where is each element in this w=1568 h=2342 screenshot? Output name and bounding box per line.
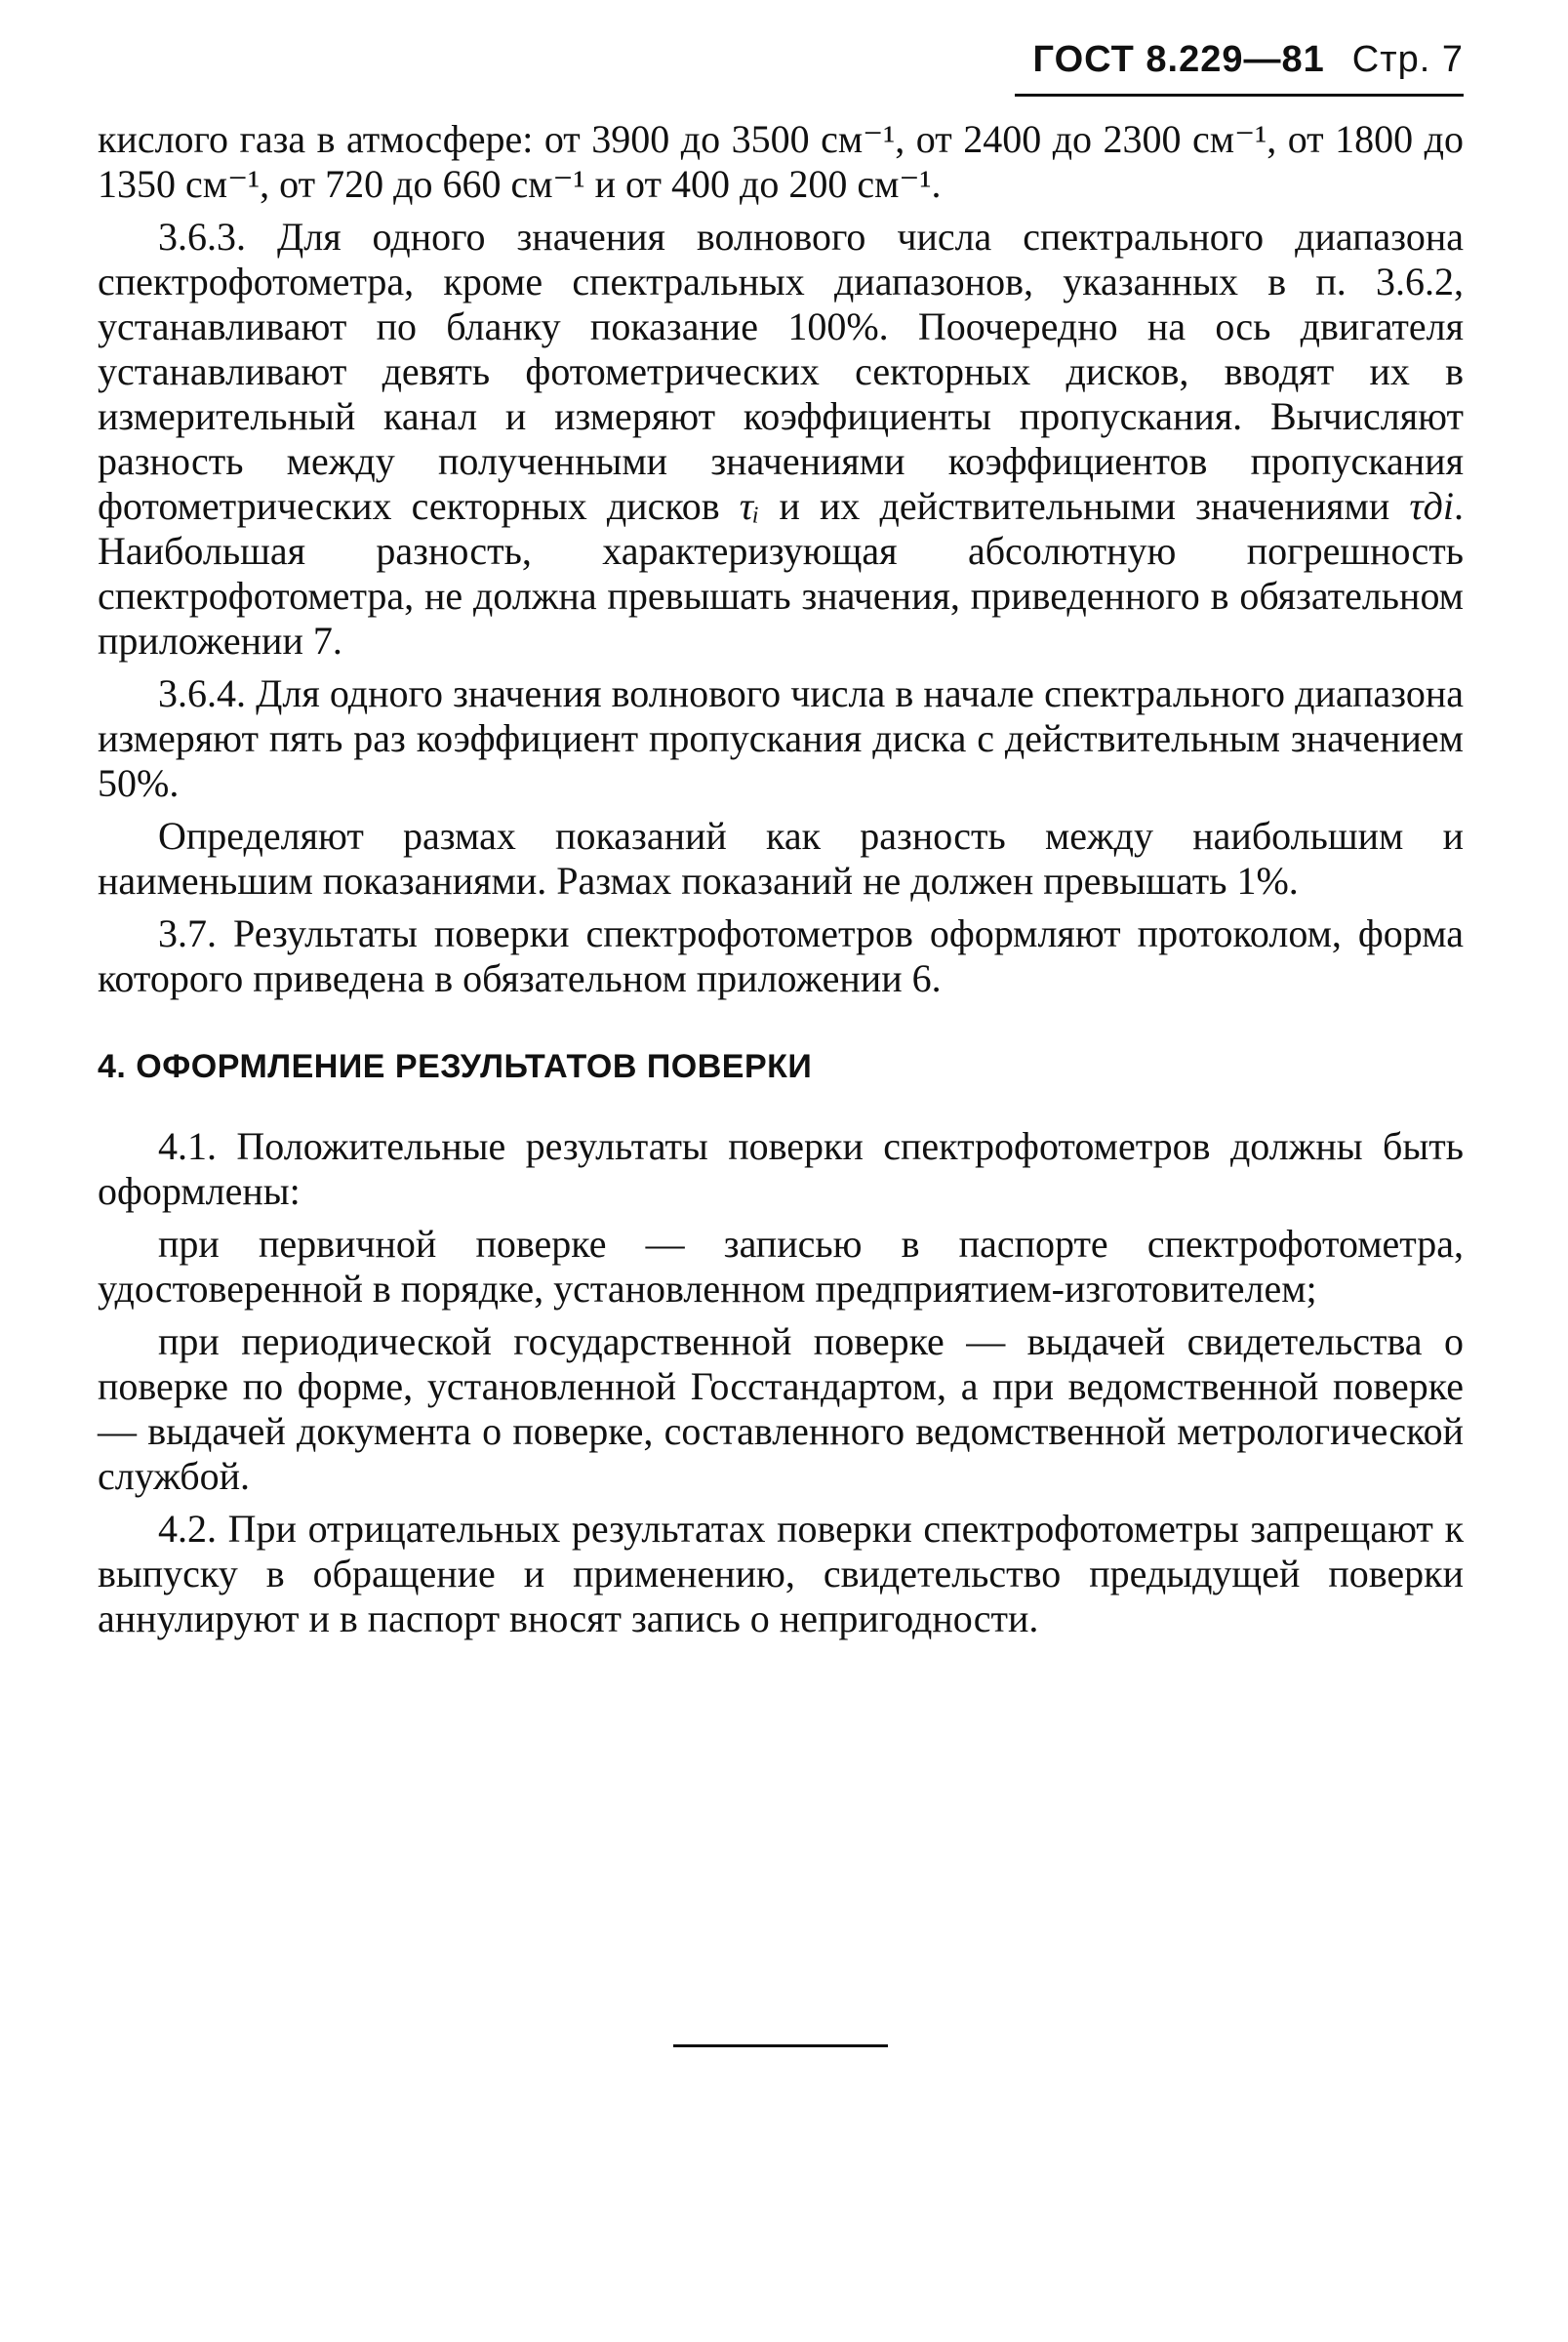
page-number: Стр. 7 — [1351, 39, 1464, 80]
paragraph-continuation: кислого газа в атмосфере: от 3900 до 3500 см⁻¹, от 2400 до 2300 см⁻¹, от 1800 до 1350 см⁻¹, от 720 до 660 см⁻¹ и от 400 до 200 см⁻¹. — [98, 117, 1464, 206]
paragraph-4-1-primary: при первичной поверке — записью в паспорте спектрофотометра, удостоверенной в порядке, установленном предприятием-изготовителем; — [98, 1222, 1464, 1311]
header-rule — [1015, 94, 1464, 97]
paragraph-3-7: 3.7. Результаты поверки спектрофотометров оформляют протоколом, форма которого приведена в обязательном приложении 6. — [98, 911, 1464, 1000]
section-4-heading: 4. ОФОРМЛЕНИЕ РЕЗУЛЬТАТОВ ПОВЕРКИ — [98, 1048, 813, 1085]
page-header — [1033, 39, 1464, 81]
symbol-tau-i: τᵢ — [739, 484, 760, 528]
paragraph-4-1-periodic: при периодической государственной поверке — выдачей свидетельства о поверке по форме, установленной Госстандартом, а при ведомственной поверке — выдачей документа о поверке, составленного ведомственной метрологической службой. — [98, 1319, 1464, 1498]
paragraph-4-2: 4.2. При отрицательных результатах поверки спектрофотометры запрещают к выпуску в обращение и применению, свидетельство предыдущей поверки аннулируют и в паспорт вносят запись о непригодности. — [98, 1507, 1464, 1640]
document-page — [98, 0, 1464, 2342]
paragraph-3-6-3-text-b: и их действительными значениями — [779, 484, 1390, 528]
paragraph-3-6-3-text-a: 3.6.3. Для одного значения волнового числа спектрального диапазона спектрофотометра, кроме спектральных диапазонов, указанных в п. 3.6.2, устанавливают по бланку показание 100%. Поочередно на ось двигателя устанавливают девять фотометрических секторных дисков, вводят их в измерительный канал и измеряют коэффициенты пропускания. Вычисляют разность между полученными значениями коэффициентов пропускания фотометрических секторных дисков — [98, 215, 1464, 528]
paragraph-4-1: 4.1. Положительные результаты поверки спектрофотометров должны быть оформлены: — [98, 1124, 1464, 1213]
end-rule — [673, 2044, 888, 2047]
paragraph-3-6-3-text-c: . Наибольшая разность, характеризующая абсолютную погрешность спектрофотометра, не должна превышать значения, приведенного в обязательном приложении 7. — [98, 484, 1465, 663]
symbol-tau-di: τдi — [1409, 484, 1455, 528]
paragraph-3-6-4: 3.6.4. Для одного значения волнового числа в начале спектрального диапазона измеряют пять раз коэффициент пропускания диска с действительным значением 50%. — [98, 671, 1464, 805]
paragraph-3-6-3 — [98, 215, 1464, 664]
paragraph-3-6-4-continued: Определяют размах показаний как разность между наибольшим и наименьшим показаниями. Размах показаний не должен превышать 1%. — [98, 814, 1464, 903]
standard-number: ГОСТ 8.229—81 — [1032, 39, 1325, 80]
body-text — [98, 117, 1464, 1649]
